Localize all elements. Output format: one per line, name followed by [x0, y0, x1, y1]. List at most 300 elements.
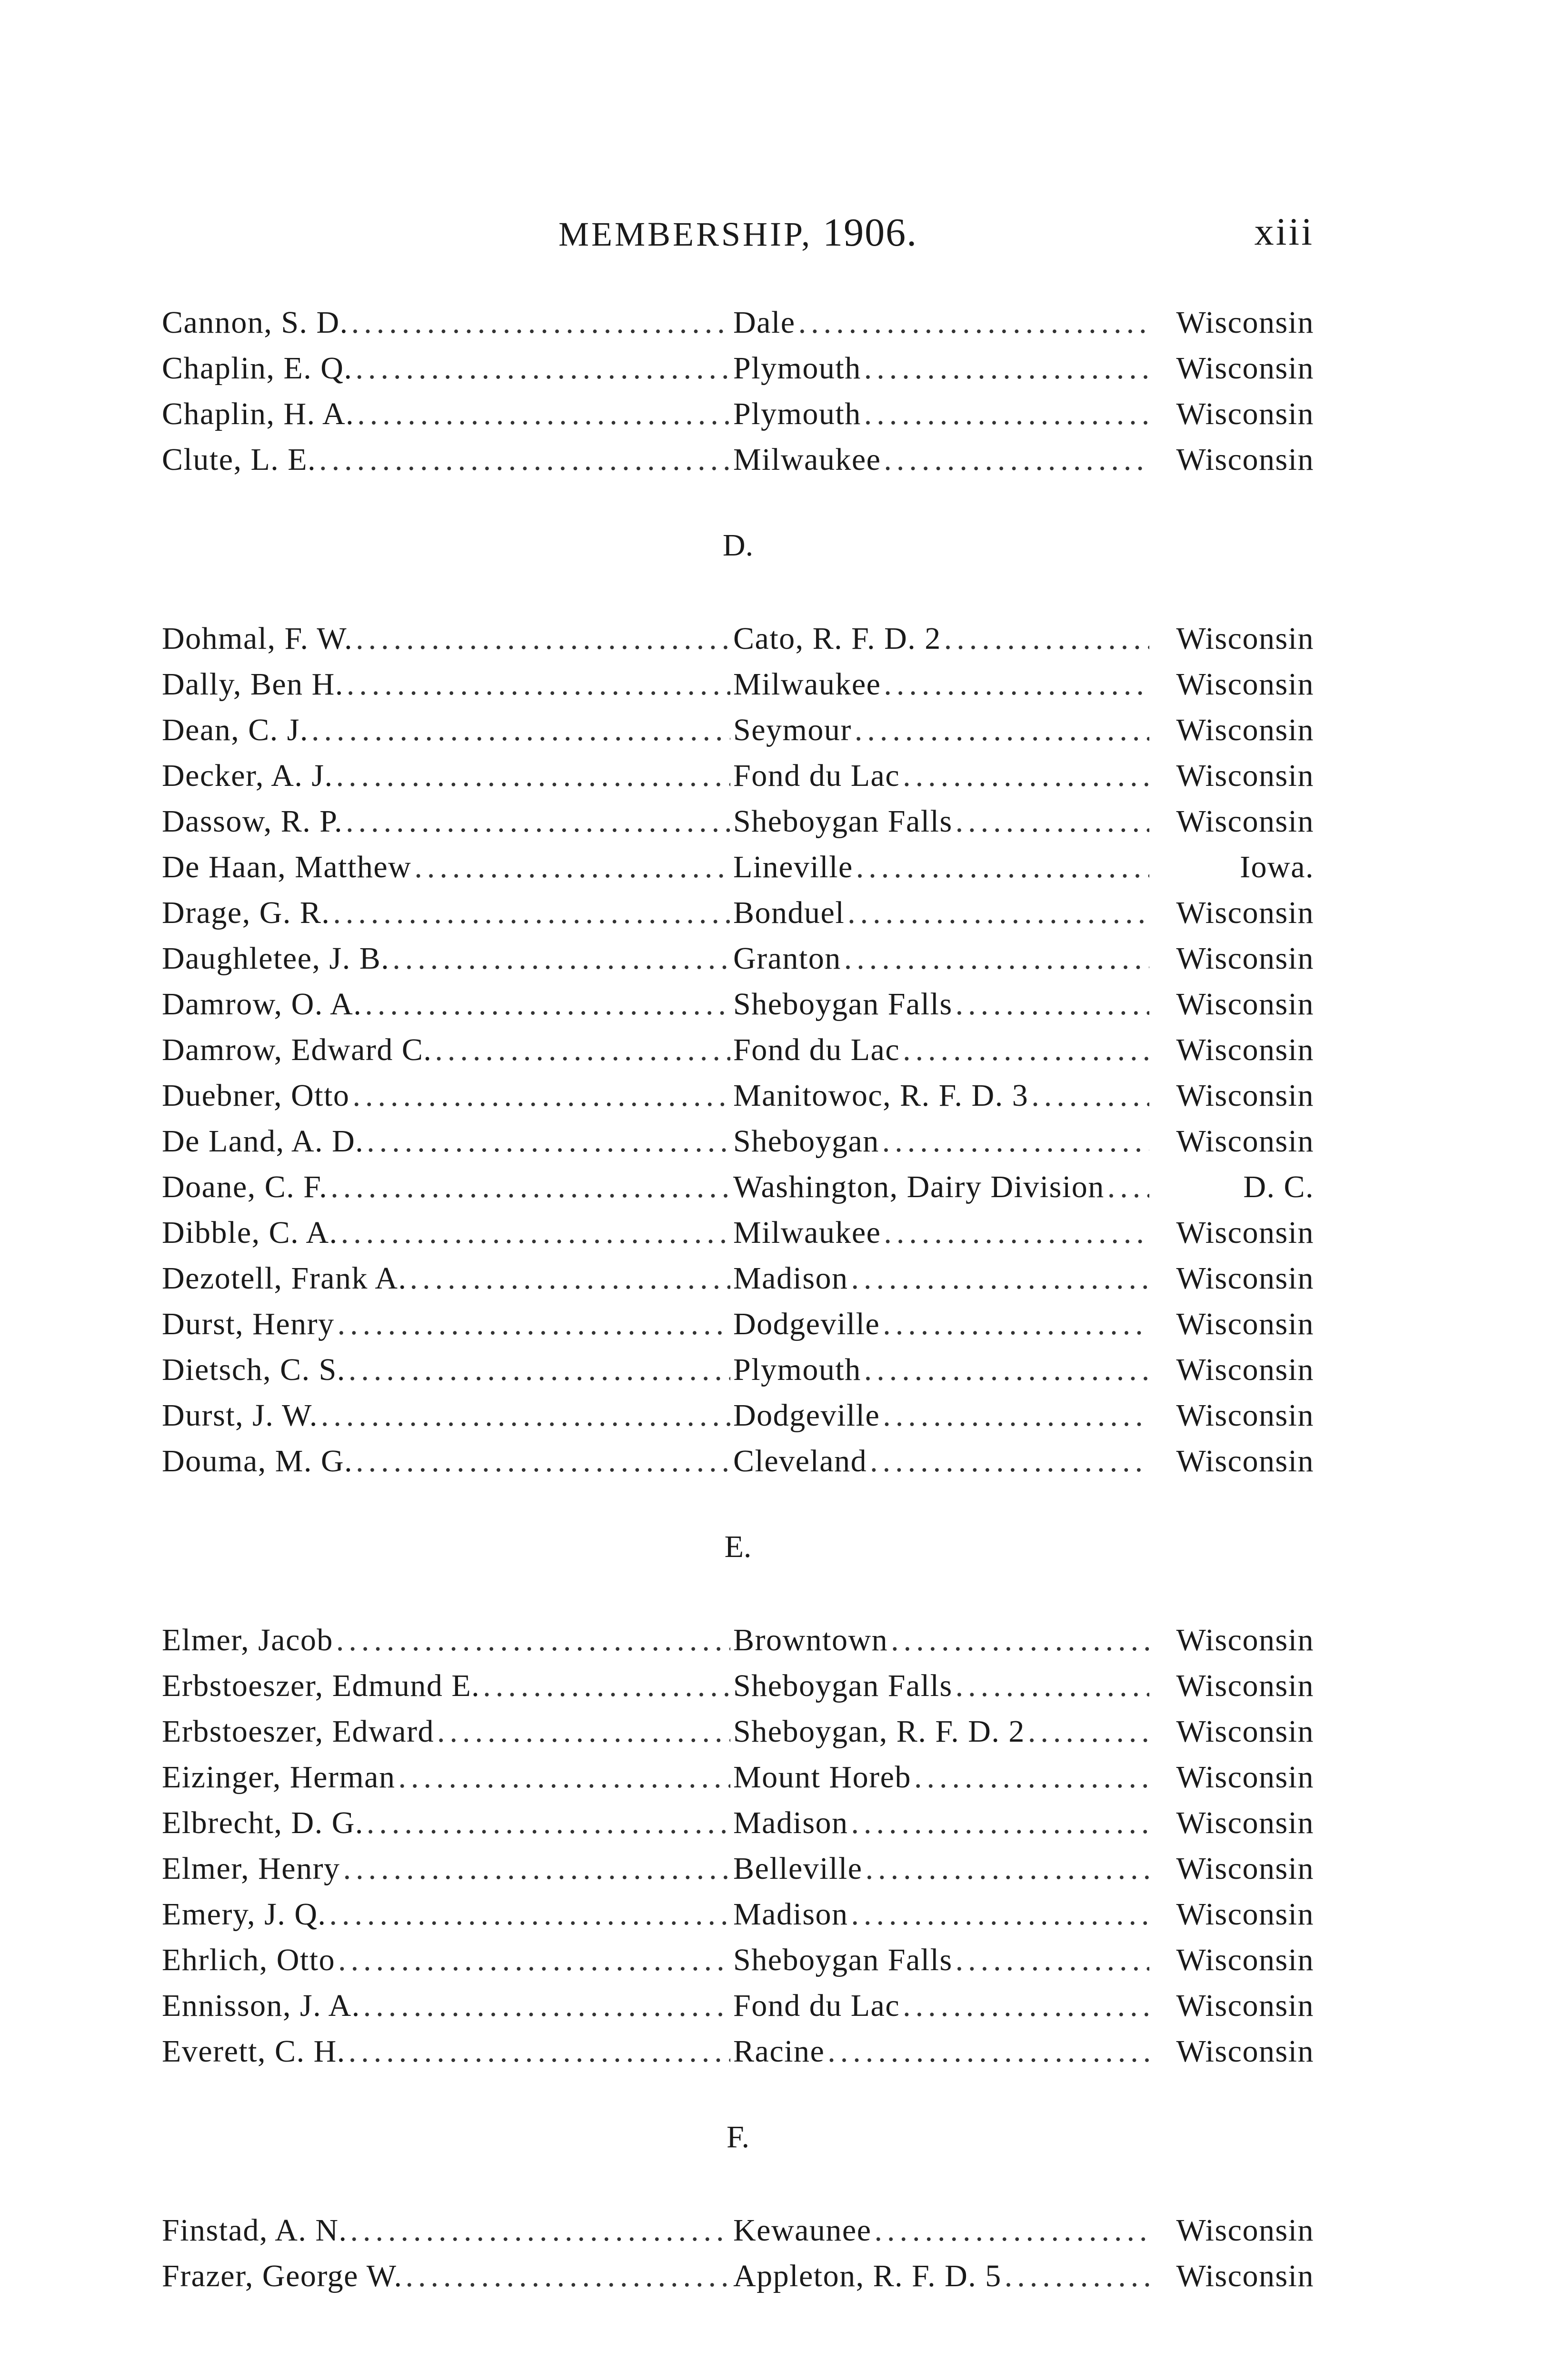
member-town: Browntown — [733, 1623, 888, 1657]
member-state: Wisconsin — [1176, 1851, 1314, 1886]
member-state: Wisconsin — [1176, 1943, 1314, 1977]
member-town-cell — [733, 437, 1152, 483]
member-name: Chaplin, H. A. — [162, 397, 355, 431]
member-name: Dietsch, C. S. — [162, 1352, 346, 1387]
member-name: Chaplin, E. Q. — [162, 351, 353, 386]
member-state: Wisconsin — [1176, 1988, 1314, 2023]
dot-leader — [336, 1617, 730, 1663]
dot-leader — [956, 1937, 1149, 1983]
member-town-cell — [733, 616, 1152, 662]
dot-leader — [321, 1393, 730, 1438]
member-town-cell — [733, 2253, 1152, 2299]
dot-leader — [903, 1983, 1149, 2029]
member-town-cell — [733, 662, 1152, 707]
member-name: Clute, L. E. — [162, 442, 317, 477]
member-town: Dale — [733, 305, 796, 340]
member-town-cell — [733, 391, 1152, 437]
dot-leader — [827, 2029, 1149, 2074]
member-town: Lineville — [733, 850, 853, 884]
member-town: Sheboygan Falls — [733, 987, 953, 1021]
dot-leader — [847, 890, 1149, 936]
member-state: Wisconsin — [1176, 1623, 1314, 1657]
member-name-cell — [162, 1709, 733, 1755]
member-name-cell — [162, 1663, 733, 1709]
dot-leader — [414, 844, 730, 890]
member-name: Frazer, George W. — [162, 2259, 403, 2293]
dot-leader — [356, 616, 730, 662]
member-state-cell — [1152, 1438, 1314, 1484]
member-state-cell — [1152, 2253, 1314, 2299]
member-state-cell — [1152, 391, 1314, 437]
dot-leader — [956, 1663, 1149, 1709]
member-name: Duebner, Otto — [162, 1078, 350, 1113]
member-name-cell — [162, 391, 733, 437]
section-letter-heading: E. — [724, 1529, 752, 1564]
dot-leader — [870, 1438, 1149, 1484]
dot-leader — [349, 1347, 730, 1393]
dot-leader — [864, 391, 1149, 437]
member-town-cell — [733, 707, 1152, 753]
member-name: Dezotell, Frank A. — [162, 1261, 407, 1296]
dot-leader — [884, 662, 1149, 707]
member-name: Elmer, Henry — [162, 1851, 340, 1886]
member-name: Daughletee, J. B. — [162, 941, 390, 976]
member-town-cell — [733, 1892, 1152, 1937]
member-town-cell — [733, 346, 1152, 391]
member-town-cell — [733, 1119, 1152, 1164]
member-state-cell — [1152, 1027, 1314, 1073]
member-town-cell — [733, 753, 1152, 799]
member-name: Erbstoeszer, Edmund E. — [162, 1668, 480, 1703]
dot-leader — [311, 707, 730, 753]
membership-section — [162, 2114, 1314, 2299]
member-entry — [162, 2029, 1314, 2074]
member-state: Wisconsin — [1176, 1307, 1314, 1341]
member-state-cell — [1152, 1119, 1314, 1164]
dot-leader — [856, 844, 1149, 890]
dot-leader — [956, 799, 1149, 844]
member-name: Decker, A. J. — [162, 758, 333, 793]
dot-leader — [410, 1256, 730, 1301]
member-town: Washington, Dairy Division — [733, 1170, 1105, 1204]
member-town: Sheboygan Falls — [733, 1943, 953, 1977]
member-name-cell — [162, 300, 733, 346]
member-name-cell — [162, 1256, 733, 1301]
member-town-cell — [733, 1800, 1152, 1846]
dot-leader — [903, 1027, 1149, 1073]
member-name-cell — [162, 1846, 733, 1892]
member-town: Fond du Lac — [733, 758, 900, 793]
member-town-cell — [733, 799, 1152, 844]
member-town-cell — [733, 1256, 1152, 1301]
dot-leader — [346, 799, 730, 844]
dot-leader — [356, 1438, 730, 1484]
member-name: Cannon, S. D. — [162, 305, 349, 340]
member-town-cell — [733, 890, 1152, 936]
member-name: Durst, Henry — [162, 1307, 335, 1341]
member-state-cell — [1152, 1709, 1314, 1755]
member-town-cell — [733, 1210, 1152, 1256]
member-state-cell — [1152, 1393, 1314, 1438]
member-name: Everett, C. H. — [162, 2034, 346, 2069]
dot-leader — [392, 936, 730, 982]
dot-leader — [367, 1119, 730, 1164]
member-state: Wisconsin — [1176, 1352, 1314, 1387]
member-name-cell — [162, 1027, 733, 1073]
section-letter-heading: D. — [722, 528, 754, 563]
member-entry — [162, 1256, 1314, 1301]
member-state-cell — [1152, 1617, 1314, 1663]
member-name: Elbrecht, D. G. — [162, 1805, 364, 1840]
member-town-cell — [733, 1663, 1152, 1709]
member-state-cell — [1152, 753, 1314, 799]
member-name-cell — [162, 616, 733, 662]
member-town-cell — [733, 2208, 1152, 2253]
member-name: Dibble, C. A. — [162, 1215, 338, 1250]
member-entry — [162, 1301, 1314, 1347]
dot-leader — [891, 1617, 1149, 1663]
member-entry — [162, 1663, 1314, 1709]
member-state: Wisconsin — [1176, 305, 1314, 340]
member-state: Wisconsin — [1176, 1897, 1314, 1932]
member-state: Wisconsin — [1176, 987, 1314, 1021]
member-entry — [162, 1755, 1314, 1800]
section-letter-heading: F. — [727, 2120, 749, 2154]
member-state-cell — [1152, 936, 1314, 982]
dot-leader — [1028, 1709, 1149, 1755]
member-state-cell — [1152, 1347, 1314, 1393]
membership-list — [162, 300, 1314, 2299]
member-town: Seymour — [733, 713, 852, 747]
dot-leader — [405, 2253, 730, 2299]
member-name: Eizinger, Herman — [162, 1760, 396, 1795]
dot-leader — [875, 2208, 1149, 2253]
member-name-cell — [162, 1438, 733, 1484]
member-town-cell — [733, 1983, 1152, 2029]
member-town-cell — [733, 1755, 1152, 1800]
member-name-cell — [162, 1119, 733, 1164]
dot-leader — [357, 391, 730, 437]
member-town-cell — [733, 1709, 1152, 1755]
dot-leader — [367, 1800, 730, 1846]
member-town-cell — [733, 300, 1152, 346]
member-town-cell — [733, 1164, 1152, 1210]
member-name: De Haan, Matthew — [162, 850, 412, 884]
member-town-cell — [733, 1438, 1152, 1484]
dot-leader — [319, 437, 730, 483]
dot-leader — [903, 753, 1149, 799]
member-state: Wisconsin — [1176, 2259, 1314, 2293]
member-entry — [162, 1347, 1314, 1393]
member-entry — [162, 890, 1314, 936]
member-entry — [162, 616, 1314, 662]
dot-leader — [851, 1256, 1150, 1301]
member-state-cell — [1152, 799, 1314, 844]
dot-leader — [882, 1119, 1149, 1164]
member-state: Wisconsin — [1176, 667, 1314, 702]
member-state-cell — [1152, 1073, 1314, 1119]
member-state-cell — [1152, 300, 1314, 346]
member-state: Wisconsin — [1176, 713, 1314, 747]
member-state: Wisconsin — [1176, 1032, 1314, 1067]
dot-leader — [333, 890, 730, 936]
member-name-cell — [162, 1892, 733, 1937]
member-name: Erbstoeszer, Edward — [162, 1714, 434, 1749]
member-town-cell — [733, 1347, 1152, 1393]
dot-leader — [798, 300, 1149, 346]
member-name: Dean, C. J. — [162, 713, 309, 747]
member-state: Wisconsin — [1176, 1398, 1314, 1433]
dot-leader — [483, 1663, 730, 1709]
member-state-cell — [1152, 1800, 1314, 1846]
member-name-cell — [162, 1073, 733, 1119]
member-state: Wisconsin — [1176, 1668, 1314, 1703]
member-town: Milwaukee — [733, 1215, 881, 1250]
member-state-cell — [1152, 616, 1314, 662]
member-town: Kewaunee — [733, 2213, 872, 2248]
member-state-cell — [1152, 1663, 1314, 1709]
member-town: Mount Horeb — [733, 1760, 911, 1795]
member-name-cell — [162, 2029, 733, 2074]
member-state-cell — [1152, 982, 1314, 1027]
member-state-cell — [1152, 1983, 1314, 2029]
member-state: Wisconsin — [1176, 895, 1314, 930]
member-entry — [162, 1846, 1314, 1892]
member-state: Wisconsin — [1176, 1215, 1314, 1250]
member-name-cell — [162, 844, 733, 890]
dot-leader — [437, 1709, 730, 1755]
member-name: Ennisson, J. A. — [162, 1988, 360, 2023]
membership-section — [162, 1524, 1314, 2074]
running-title — [162, 209, 1314, 256]
dot-leader — [883, 1301, 1149, 1347]
member-entry — [162, 300, 1314, 346]
dot-leader — [338, 1937, 730, 1983]
member-entry — [162, 1617, 1314, 1663]
member-state: D. C. — [1243, 1170, 1314, 1204]
member-town-cell — [733, 1846, 1152, 1892]
member-entry — [162, 1393, 1314, 1438]
page-header — [162, 209, 1314, 262]
member-town: Sheboygan, R. F. D. 2 — [733, 1714, 1025, 1749]
member-entry — [162, 799, 1314, 844]
dot-leader — [1005, 2253, 1149, 2299]
member-town: Milwaukee — [733, 442, 881, 477]
member-entry — [162, 1164, 1314, 1210]
member-state: Wisconsin — [1176, 804, 1314, 839]
dot-leader — [329, 1892, 731, 1937]
member-town: Madison — [733, 1897, 848, 1932]
member-name-cell — [162, 1800, 733, 1846]
member-name: Dassow, R. P. — [162, 804, 343, 839]
member-name: Damrow, O. A. — [162, 987, 362, 1021]
member-state-cell — [1152, 346, 1314, 391]
member-state-cell — [1152, 1846, 1314, 1892]
member-town-cell — [733, 2029, 1152, 2074]
member-town-cell — [733, 1393, 1152, 1438]
member-town: Granton — [733, 941, 841, 976]
dot-leader — [352, 1073, 730, 1119]
membership-section — [162, 523, 1314, 1484]
dot-leader — [855, 707, 1149, 753]
member-state-cell — [1152, 662, 1314, 707]
member-name-cell — [162, 1755, 733, 1800]
member-name: De Land, A. D. — [162, 1124, 364, 1159]
member-town-cell — [733, 1073, 1152, 1119]
dot-leader — [336, 753, 730, 799]
member-name: Finstad, A. N. — [162, 2213, 348, 2248]
member-name-cell — [162, 936, 733, 982]
member-entry — [162, 1073, 1314, 1119]
member-name-cell — [162, 1983, 733, 2029]
dot-leader — [355, 346, 730, 391]
dot-leader — [864, 346, 1149, 391]
member-town-cell — [733, 1301, 1152, 1347]
member-entry — [162, 1027, 1314, 1073]
member-name-cell — [162, 346, 733, 391]
member-state-cell — [1152, 2029, 1314, 2074]
member-state-cell — [1152, 1892, 1314, 1937]
member-state: Wisconsin — [1176, 397, 1314, 431]
member-name-cell — [162, 1617, 733, 1663]
member-state: Wisconsin — [1176, 2034, 1314, 2069]
member-name: Elmer, Jacob — [162, 1623, 333, 1657]
member-entry — [162, 437, 1314, 483]
dot-leader — [914, 1755, 1149, 1800]
member-state: Wisconsin — [1176, 758, 1314, 793]
member-town: Sheboygan Falls — [733, 804, 953, 839]
member-state: Iowa. — [1240, 850, 1314, 884]
dot-leader — [341, 1210, 730, 1256]
member-entry — [162, 1709, 1314, 1755]
dot-leader — [1031, 1073, 1149, 1119]
member-state: Wisconsin — [1176, 1760, 1314, 1795]
member-entry — [162, 753, 1314, 799]
member-entry — [162, 1983, 1314, 2029]
member-state-cell — [1152, 437, 1314, 483]
running-title-label: MEMBERSHIP, — [558, 215, 813, 253]
member-town-cell — [733, 1027, 1152, 1073]
member-state-cell — [1152, 1210, 1314, 1256]
member-state: Wisconsin — [1176, 1078, 1314, 1113]
member-town: Manitowoc, R. F. D. 3 — [733, 1078, 1029, 1113]
member-name-cell — [162, 890, 733, 936]
member-town: Plymouth — [733, 351, 861, 386]
member-name: Doane, C. F. — [162, 1170, 328, 1204]
dot-leader — [956, 982, 1149, 1027]
dot-leader — [351, 300, 730, 346]
member-entry — [162, 936, 1314, 982]
member-state-cell — [1152, 890, 1314, 936]
member-town-cell — [733, 1617, 1152, 1663]
member-state: Wisconsin — [1176, 351, 1314, 386]
member-town: Sheboygan — [733, 1124, 879, 1159]
member-state: Wisconsin — [1176, 1805, 1314, 1840]
membership-section — [162, 300, 1314, 483]
member-entry — [162, 844, 1314, 890]
member-state-cell — [1152, 1164, 1314, 1210]
member-entry — [162, 391, 1314, 437]
member-name-cell — [162, 1210, 733, 1256]
member-name-cell — [162, 707, 733, 753]
member-entry — [162, 1210, 1314, 1256]
member-state: Wisconsin — [1176, 621, 1314, 656]
member-town-cell — [733, 982, 1152, 1027]
member-entry — [162, 1800, 1314, 1846]
member-town: Cato, R. F. D. 2 — [733, 621, 941, 656]
member-name-cell — [162, 1164, 733, 1210]
member-name-cell — [162, 2208, 733, 2253]
member-name: Dohmal, F. W. — [162, 621, 353, 656]
member-town-cell — [733, 936, 1152, 982]
dot-leader — [883, 1393, 1149, 1438]
dot-leader — [338, 1301, 730, 1347]
member-town-cell — [733, 844, 1152, 890]
member-name: Ehrlich, Otto — [162, 1943, 336, 1977]
member-town: Madison — [733, 1261, 848, 1296]
member-town: Plymouth — [733, 397, 861, 431]
dot-leader — [363, 1983, 730, 2029]
member-state-cell — [1152, 1256, 1314, 1301]
member-state-cell — [1152, 1301, 1314, 1347]
member-town: Sheboygan Falls — [733, 1668, 953, 1703]
member-name-cell — [162, 1937, 733, 1983]
member-town: Milwaukee — [733, 667, 881, 702]
member-entry — [162, 1937, 1314, 1983]
dot-leader — [844, 936, 1149, 982]
member-entry — [162, 707, 1314, 753]
member-state-cell — [1152, 2208, 1314, 2253]
dot-leader — [866, 1846, 1149, 1892]
member-name-cell — [162, 2253, 733, 2299]
member-town: Belleville — [733, 1851, 863, 1886]
member-town: Bonduel — [733, 895, 845, 930]
member-name: Dally, Ben H. — [162, 667, 344, 702]
dot-leader — [365, 982, 730, 1027]
dot-leader — [1107, 1164, 1149, 1210]
dot-leader — [330, 1164, 730, 1210]
member-state: Wisconsin — [1176, 1124, 1314, 1159]
running-title-year: 1906. — [823, 210, 918, 255]
member-name-cell — [162, 982, 733, 1027]
dot-leader — [884, 1210, 1149, 1256]
dot-leader — [435, 1027, 730, 1073]
member-state-cell — [1152, 844, 1314, 890]
dot-leader — [864, 1347, 1149, 1393]
member-entry — [162, 982, 1314, 1027]
member-town: Cleveland — [733, 1444, 867, 1478]
dot-leader — [851, 1892, 1150, 1937]
member-town-cell — [733, 1937, 1152, 1983]
member-name-cell — [162, 437, 733, 483]
member-name-cell — [162, 1301, 733, 1347]
member-town: Madison — [733, 1805, 848, 1840]
member-entry — [162, 1892, 1314, 1937]
member-name-cell — [162, 1347, 733, 1393]
member-state-cell — [1152, 1937, 1314, 1983]
dot-leader — [350, 2208, 730, 2253]
member-name-cell — [162, 799, 733, 844]
dot-leader — [851, 1800, 1150, 1846]
member-entry — [162, 1438, 1314, 1484]
member-name: Emery, J. Q. — [162, 1897, 327, 1932]
member-entry — [162, 2253, 1314, 2299]
member-entry — [162, 1119, 1314, 1164]
member-state: Wisconsin — [1176, 941, 1314, 976]
dot-leader — [944, 616, 1149, 662]
member-state: Wisconsin — [1176, 442, 1314, 477]
member-entry — [162, 2208, 1314, 2253]
